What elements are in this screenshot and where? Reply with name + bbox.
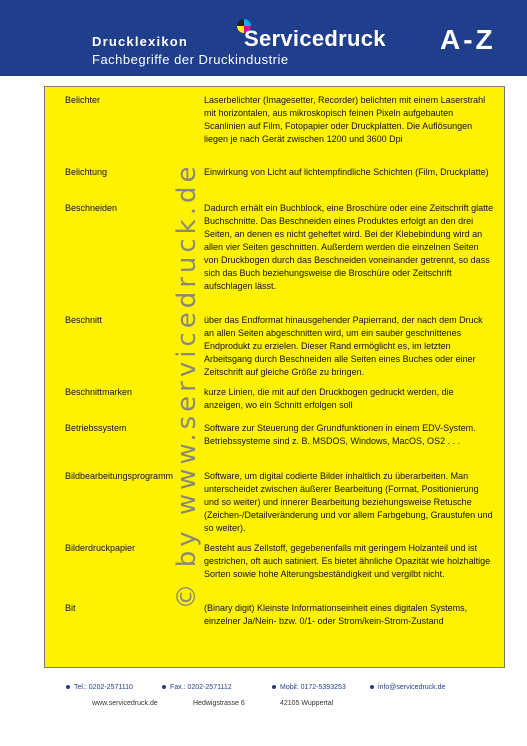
footer-tel	[66, 684, 133, 691]
page-header	[0, 0, 527, 76]
az-label: A-Z	[440, 24, 496, 55]
watermark-text: © by www.servicedruck.de	[172, 162, 202, 610]
entry-term: Beschnitt	[65, 315, 103, 325]
entry-definition: über das Endformat hinausgehender Papierrand, der nach dem Druck an allen Seiten abgeschnitten wird, um ein sauber geschnittenes Endprodukt zu erzielen. Dieser Rand ermöglicht es, im letzten Arbeitsgang durch Beschneiden alle Seiten eines Buches oder einer Zeitschrift auf gleiche Größe zu bringen.	[204, 315, 483, 377]
footer-address-row	[0, 700, 527, 714]
entry-term: Bilderdruckpapier	[65, 543, 136, 553]
page-footer	[0, 684, 527, 714]
bullet-icon	[66, 685, 70, 689]
entry-term: Bildbearbeitungsprogramm	[65, 471, 174, 481]
entry-definition: Software zur Steuerung der Grundfunktionen in einem EDV-System. Betriebssysteme sind z. B. MSDOS, Windows, MacOS, OS2 . . .	[204, 423, 476, 446]
footer-email[interactable]	[370, 684, 445, 691]
footer-street: Hedwigstrasse 6	[193, 700, 245, 707]
entry-term: Belichter	[65, 95, 101, 105]
entry-term: Beschneiden	[65, 203, 118, 213]
footer-email-link[interactable]: info@servicedruck.de	[378, 684, 446, 691]
entry-definition: Besteht aus Zellstoff, gegebenenfalls mit geringem Holzanteil und ist gestrichen, oft auch satiniert. Es bietet ähnliche Opazität wie holzhaltige Sorten sowie hohe Alterungsbeständigkeit und vergilbt nicht.	[204, 543, 491, 579]
entry-term: Belichtung	[65, 167, 108, 177]
entry-definition: (Binary digit) Kleinste Informationseinheit eines digitalen Systems, einzelner Ja/Nein- bzw. 0/1- oder Strom/kein-Strom-Zustand	[204, 603, 468, 626]
bullet-icon	[162, 685, 166, 689]
footer-mobil-text: Mobil: 0172-5393253	[280, 684, 346, 691]
bullet-icon	[370, 685, 374, 689]
entry-definition: Dadurch erhält ein Buchblock, eine Broschüre oder eine Zeitschrift glatte Buchschnitte. Das Beschneiden eines Produktes erfolgt an den drei Seiten, an denen es nicht geheftet wird. Bei der Klebebindung wird an allen vier Seiten geschnitten. Außerdem werden die einzelnen Seiten von Druckbogen durch das Beschneiden voneinander getrennt, so dass sich das Buch beziehungsweise die Broschüre oder Zeitschrift aufschlagen lässt.	[204, 203, 494, 291]
logo-text: Servicedruck	[244, 26, 386, 51]
entry-definition: Software, um digital codierte Bilder inhaltlich zu überarbeiten. Man unterscheidet zwischen äußerer Bearbeitung (Format, Positionierung und so weiter) und innerer Bearbeitung beziehungsweise Retusche (Zeichen-/Detailveränderung und vor allem Farbgebung, Graustufen und so weiter).	[204, 471, 493, 533]
footer-city: 42105 Wuppertal	[280, 700, 334, 707]
entry-definition: Einwirkung von Licht auf lichtempfindliche Schichten (Film, Druckplatte)	[204, 167, 489, 177]
footer-contact-row	[0, 684, 527, 698]
entry-term: Bit	[65, 603, 76, 613]
footer-mobil	[272, 684, 346, 691]
footer-fax-text: Fax.: 0202-2571112	[170, 684, 232, 691]
header-title: Drucklexikon	[92, 34, 189, 49]
brand-logo	[236, 18, 426, 58]
entry-term: Beschnittmarken	[65, 387, 133, 397]
entry-term: Betriebssystem	[65, 423, 127, 433]
footer-fax	[162, 684, 232, 691]
header-subtitle: Fachbegriffe der Druckindustrie	[92, 52, 289, 67]
footer-web-link[interactable]: www.servicedruck.de	[92, 700, 158, 707]
entry-definition: kurze Linien, die mit auf den Druckbogen gedruckt werden, die anzeigen, wo ein Schnitt erfolgen soll	[204, 387, 454, 410]
bullet-icon	[272, 685, 276, 689]
footer-tel-text: Tel.: 0202-2571110	[74, 684, 133, 691]
entry-definition: Laserbelichter (Imagesetter, Recorder) belichten mit einem Laserstrahl mit horizontalen, aus mikroskopisch feinen Pixeln aufgebauten Scanlinien auf Film, Fotopapier oder Druckplatten. Die Auflösungen liegen je nach Gerät zwischen 1200 und 3600 Dpi	[204, 95, 486, 144]
